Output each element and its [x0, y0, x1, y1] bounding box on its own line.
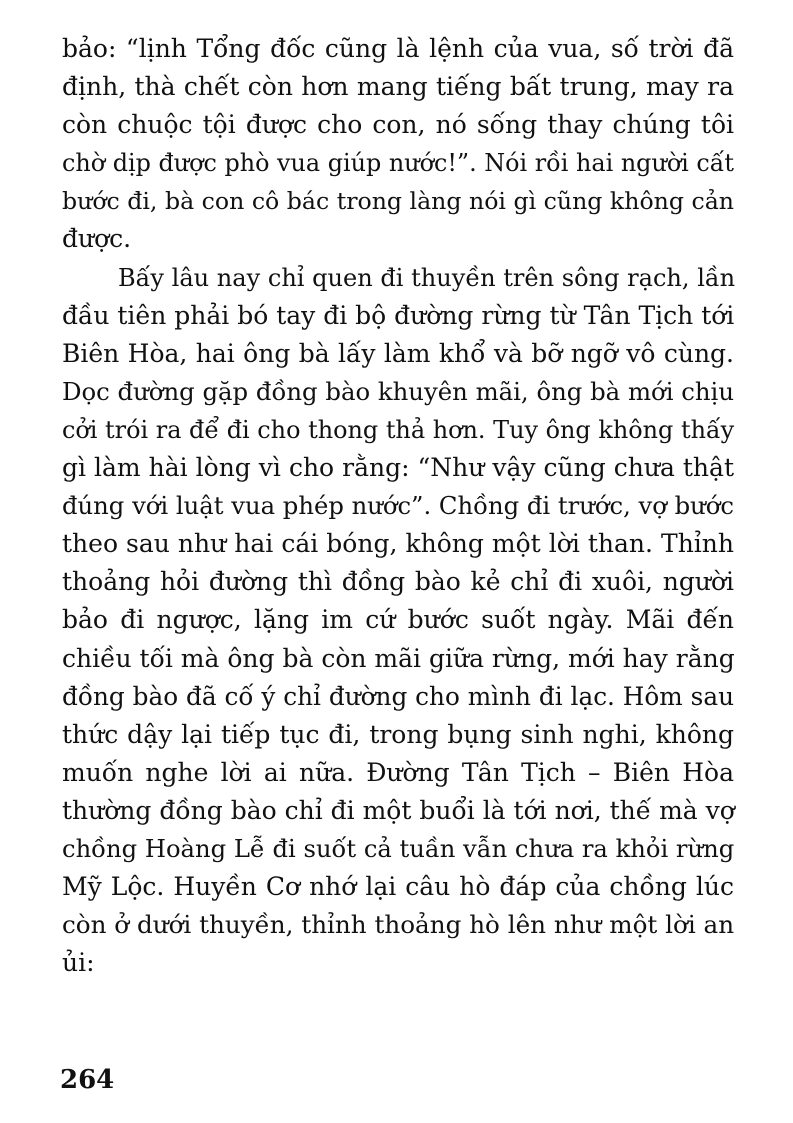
- text-line: bảo: “lịnh Tổng đốc cũng là lệnh của vua, số trời đã: [62, 34, 734, 63]
- text-line: còn ở dưới thuyền, thỉnh thoảng hò lên như một lời an: [62, 910, 735, 940]
- body-text: [62, 30, 734, 982]
- text-line: còn chuộc tội được cho con, nó sống thay chúng tôi: [62, 110, 734, 140]
- text-line: cởi trói ra để đi cho thong thả hơn. Tuy ông không thấy: [62, 415, 735, 444]
- text-line: thoảng hỏi đường thì đồng bào kẻ chỉ đi xuôi, người: [62, 567, 734, 597]
- text-line: đầu tiên phải bó tay đi bộ đường rừng từ Tân Tịch tới: [62, 300, 735, 330]
- text-line: bảo đi ngược, lặng im cứ bước suốt ngày. Mãi đến: [62, 605, 734, 635]
- text-line: đồng bào đã cố ý chỉ đường cho mình đi lạc. Hôm sau: [62, 681, 734, 711]
- text-line: Dọc đường gặp đồng bào khuyên mãi, ông bà mới chịu: [62, 376, 734, 406]
- paragraph-2: [62, 259, 734, 983]
- text-line: đúng với luật vua phép nước”. Chồng đi trước, vợ bước: [62, 491, 734, 521]
- text-line: chờ dịp được phò vua giúp nước!”. Nói rồi hai người cất: [62, 149, 734, 178]
- text-line: Bấy lâu nay chỉ quen đi thuyền trên sông rạch, lần: [118, 263, 736, 292]
- text-line: định, thà chết còn hơn mang tiếng bất trung, may ra: [62, 72, 734, 102]
- text-line: Mỹ Lộc. Huyền Cơ nhớ lại câu hò đáp của chồng lúc: [62, 872, 734, 902]
- text-line: bước đi, bà con cô bác trong làng nói gì cũng không cản: [62, 187, 734, 216]
- text-line: chiều tối mà ông bà còn mãi giữa rừng, mới hay rằng: [62, 643, 735, 673]
- text-line: muốn nghe lời ai nữa. Đường Tân Tịch – Biên Hòa: [62, 757, 734, 787]
- paragraph-1: [62, 30, 734, 259]
- text-line: gì làm hài lòng vì cho rằng: “Như vậy cũng chưa thật: [62, 453, 734, 483]
- text-line: thường đồng bào chỉ đi một buổi là tới nơi, thế mà vợ: [62, 795, 735, 825]
- text-line: ủi:: [62, 948, 95, 978]
- text-line: Biên Hòa, hai ông bà lấy làm khổ và bỡ ngỡ vô cùng.: [62, 338, 734, 368]
- text-line: theo sau như hai cái bóng, không một lời than. Thỉnh: [62, 529, 734, 559]
- text-line: chồng Hoàng Lễ đi suốt cả tuần vẫn chưa ra khỏi rừng: [62, 833, 735, 863]
- text-line: được.: [62, 224, 132, 254]
- page-number: 264: [60, 1065, 115, 1095]
- text-line: thức dậy lại tiếp tục đi, trong bụng sinh nghi, không: [62, 719, 734, 749]
